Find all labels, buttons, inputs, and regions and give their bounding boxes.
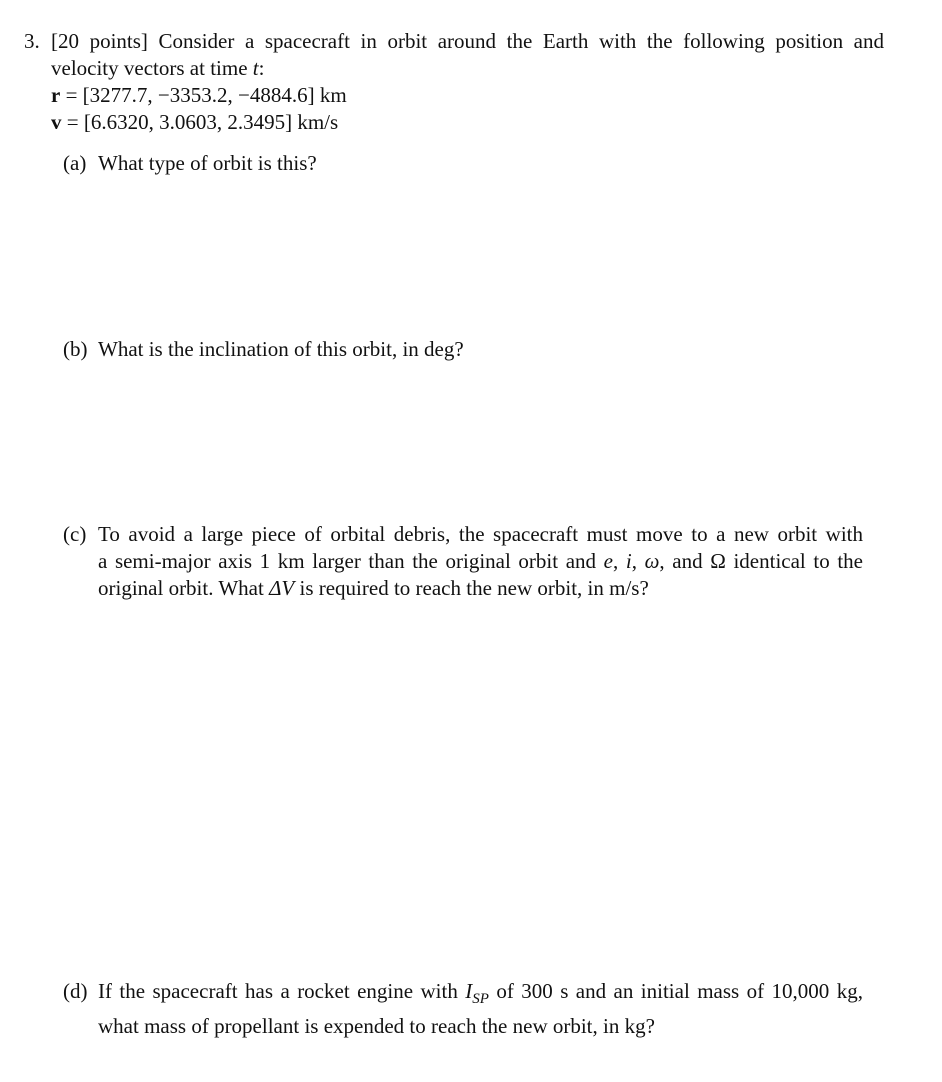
isp-subscript: SP [472, 991, 489, 1008]
isp-variable: I [465, 979, 473, 1003]
part-c-line-2 [98, 548, 863, 575]
part-d-line1-pre: If the spacecraft has a rocket engine with [98, 979, 466, 1003]
problem-number: 3. [24, 29, 40, 53]
var-omega: ω [644, 549, 660, 573]
part-c-label: (c) [63, 522, 87, 546]
part-c [63, 521, 863, 602]
velocity-vector [24, 109, 884, 136]
problem-header-line-2 [24, 55, 884, 82]
problem-header-line-1 [24, 28, 884, 55]
header-line2-post: : [258, 56, 265, 80]
part-c-question [98, 521, 863, 602]
part-c-line2-post: identical to the [725, 549, 863, 573]
position-vector-value: = [3277.7, −3353.2, −4884.6] km [65, 83, 347, 107]
var-i: i [625, 549, 632, 573]
sep-1: , [612, 549, 626, 573]
part-d [63, 978, 863, 1040]
var-e: e [603, 549, 613, 573]
sep-3: , and [659, 549, 711, 573]
part-d-line1-post: of 300 s and an initial mass of 10,000 kg, [488, 979, 863, 1003]
part-c-line3-pre: original orbit. What [98, 576, 270, 600]
time-variable: t [252, 56, 259, 80]
part-d-line-1 [98, 978, 863, 1013]
part-b [63, 336, 863, 363]
part-c-line-3 [98, 575, 863, 602]
delta-v: ΔV [269, 576, 295, 600]
problem-3 [24, 28, 884, 136]
position-vector-name: r [51, 83, 61, 107]
part-b-label: (b) [63, 337, 88, 361]
problem-header-text: [20 points] Consider a spacecraft in orbit around the Earth with the following position and [51, 29, 884, 53]
part-d-line-2: what mass of propellant is expended to reach the new orbit, in kg? [98, 1014, 655, 1039]
part-a-question: What type of orbit is this? [98, 151, 317, 175]
part-a [63, 150, 863, 177]
part-d-label: (d) [63, 979, 88, 1003]
part-d-question [98, 978, 863, 1040]
velocity-vector-name: v [51, 110, 62, 134]
part-c-line3-post: is required to reach the new orbit, in m/s? [294, 576, 649, 600]
part-b-question: What is the inclination of this orbit, in deg? [98, 337, 464, 361]
velocity-vector-value: = [6.6320, 3.0603, 2.3495] km/s [66, 110, 339, 134]
part-a-label: (a) [63, 151, 87, 175]
position-vector [24, 82, 884, 109]
part-c-line2-pre: a semi-major axis 1 km larger than the original orbit and [98, 549, 604, 573]
sep-2: , [631, 549, 645, 573]
var-Omega: Ω [710, 549, 726, 573]
header-line2-pre: velocity vectors at time [51, 56, 253, 80]
part-c-line-1: To avoid a large piece of orbital debris, the spacecraft must move to a new orbit with [98, 522, 863, 546]
